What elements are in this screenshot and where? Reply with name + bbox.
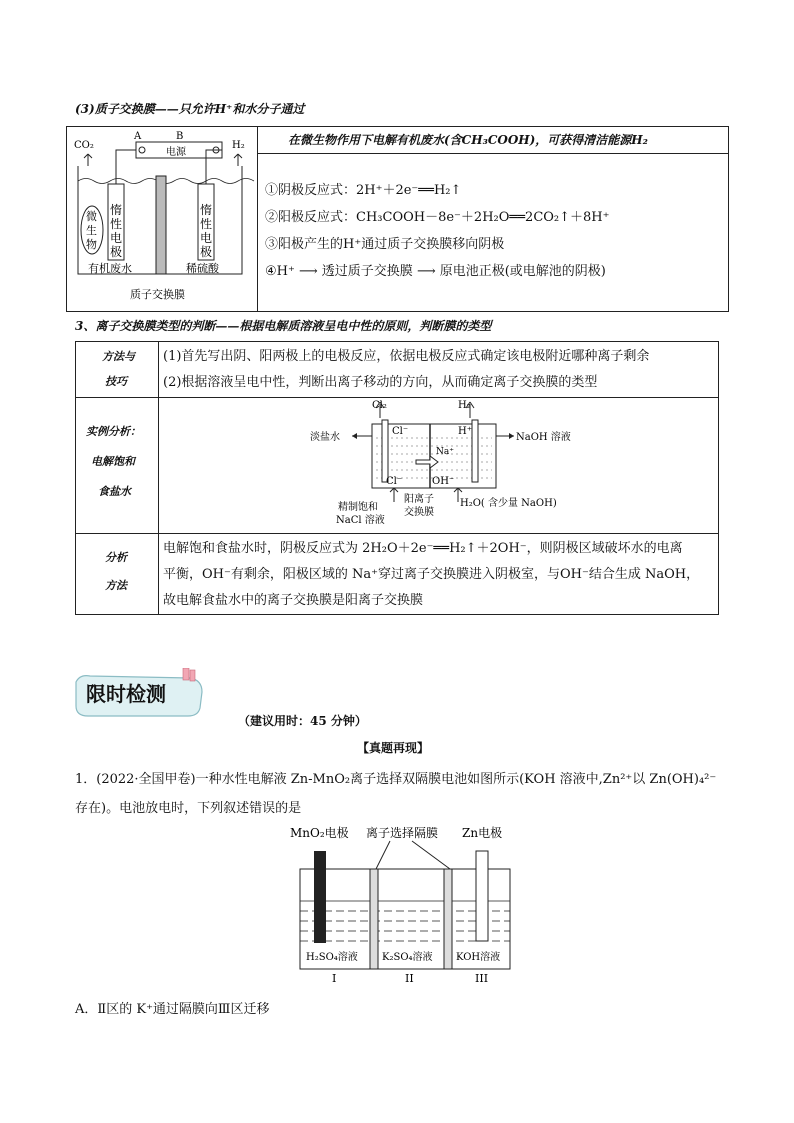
- label-h2: H₂: [458, 400, 471, 411]
- label-cation-2: 交换膜: [404, 507, 434, 518]
- label-hplus: H⁺: [458, 426, 472, 437]
- migration-arrow: [416, 456, 438, 468]
- label-sol3: KOH溶液: [456, 952, 501, 963]
- anode: [382, 420, 388, 482]
- region-2: II: [405, 972, 414, 985]
- arrow-icon: ⟶: [416, 264, 436, 279]
- line4-hplus: ④H⁺: [265, 264, 295, 279]
- label-b: B: [176, 131, 184, 142]
- region-3: III: [475, 972, 489, 985]
- analysis-line-3: 故电解食盐水中的离子交换膜是阳离子交换膜: [163, 593, 424, 608]
- analysis-label-1: 分析: [105, 551, 127, 564]
- example-label-1: 实例分析：: [86, 425, 141, 438]
- time-hint: （建议用时：45 分钟）: [238, 714, 367, 728]
- question-1-line-1: 1．(2022·全国甲卷)一种水性电解液 Zn-MnO₂离子选择双隔膜电池如图所示(KOH 溶液中,Zn²⁺以 Zn(OH)₄²⁻: [75, 772, 717, 787]
- method-line-2: (2)根据溶液呈电中性，判断出离子移动的方向，从而确定离子交换膜的类型: [163, 375, 598, 390]
- reaction-line-4: [265, 260, 606, 279]
- proton-cell-diagram: [66, 126, 257, 312]
- label-membrane: 离子选择隔膜: [366, 826, 439, 840]
- label-naoh-solution: NaOH 溶液: [516, 432, 571, 443]
- label-left-liquid: 有机废水: [88, 262, 132, 275]
- label-cl-bottom: Cl⁻: [386, 476, 403, 487]
- example-label-2: 电解饱和: [91, 455, 135, 468]
- method-label-2: 技巧: [105, 375, 127, 388]
- svg-text:极: 极: [110, 245, 123, 259]
- method-label-1: 方法与: [102, 350, 135, 363]
- label-refined-2: NaCl 溶液: [336, 515, 385, 526]
- clip-icon: [183, 668, 189, 680]
- example-label-3: 食盐水: [98, 485, 131, 498]
- label-dilute-brine: 淡盐水: [310, 432, 340, 443]
- label-sol2: K₂SO₄溶液: [382, 952, 433, 963]
- analysis-line-1: 电解饱和食盐水时，阴极反应式为 2H₂O＋2e⁻══H₂↑＋2OH⁻，则阴极区域破坏水的电离: [163, 541, 683, 556]
- label-h2: H₂: [232, 140, 245, 151]
- label-zn: Zn电极: [462, 826, 503, 840]
- label-mno2: MnO₂电极: [290, 826, 349, 840]
- reaction-line-3: ③阳极产生的H⁺通过质子交换膜移向阴极: [265, 237, 505, 252]
- test-badge: [70, 668, 210, 718]
- separator-2: [444, 869, 452, 969]
- svg-text:性: 性: [200, 217, 213, 231]
- question-1-line-2: 存在)。电池放电时，下列叙述错误的是: [75, 801, 302, 816]
- label-cl-top: Cl⁻: [392, 426, 409, 437]
- label-cation-1: 阳离子: [404, 494, 434, 505]
- svg-text:微: 微: [86, 210, 97, 223]
- svg-text:惰: 惰: [200, 203, 213, 217]
- label-refined-1: 精制饱和: [338, 502, 378, 513]
- label-sol1: H₂SO₄溶液: [306, 952, 358, 963]
- label-ohminus: OH⁻: [432, 476, 455, 487]
- option-a[interactable]: A．Ⅱ区的 K⁺通过隔膜向Ⅲ区迁移: [75, 1002, 270, 1017]
- label-membrane: 质子交换膜: [130, 288, 185, 301]
- analysis-line-2: 平衡，OH⁻有剩余，阳极区域的 Na⁺穿过离子交换膜进入阴极室，与OH⁻结合生成 NaOH，: [163, 567, 700, 582]
- table-divider: [257, 153, 729, 154]
- label-right-liquid: 稀硫酸: [186, 262, 219, 275]
- line4-target: 原电池正极(或电解池的阴极): [439, 264, 606, 279]
- table-title: 在微生物作用下电解有机废水(含CH₃COOH)，可获得清洁能源H₂: [288, 133, 648, 147]
- method-line-1: (1)首先写出阴、阳两极上的电极反应，依据电极反应式确定该电极附近哪种离子剩余: [163, 349, 650, 364]
- mno2-electrode: [314, 851, 326, 943]
- zn-electrode: [476, 851, 488, 941]
- svg-text:电: 电: [200, 231, 213, 245]
- chlor-alkali-diagram: [300, 398, 580, 532]
- section3-heading: (3)质子交换膜——只允许H⁺和水分子通过: [75, 102, 305, 116]
- label-a: A: [134, 131, 142, 142]
- battery-diagram: [290, 825, 520, 985]
- cathode: [472, 420, 478, 482]
- svg-text:惰: 惰: [110, 203, 123, 217]
- region-1: I: [332, 972, 337, 985]
- reaction-line-2: ②阳极反应式：CH₃COOH－8e⁻＋2H₂O══2CO₂↑＋8H⁺: [265, 210, 610, 225]
- judge-heading: 3、离子交换膜类型的判断——根据电解质溶液呈电中性的原则，判断膜的类型: [75, 319, 492, 333]
- reaction-line-1: ①阴极反应式：2H⁺＋2e⁻══H₂↑: [265, 183, 462, 198]
- label-cl2: Cl₂: [372, 400, 387, 411]
- svg-text:物: 物: [86, 238, 97, 251]
- badge-label: 限时检测: [86, 682, 166, 706]
- svg-text:性: 性: [110, 217, 123, 231]
- svg-text:极: 极: [200, 245, 213, 259]
- proton-membrane: [156, 176, 166, 274]
- label-naplus: Na⁺: [436, 447, 454, 457]
- svg-text:电: 电: [110, 231, 123, 245]
- label-water: H₂O( 含少量 NaOH): [460, 498, 557, 509]
- power-label: 电源: [166, 147, 186, 158]
- label-co2: CO₂: [74, 140, 94, 151]
- svg-text:生: 生: [86, 224, 97, 237]
- analysis-label-2: 方法: [105, 579, 127, 592]
- clip-icon: [190, 670, 195, 681]
- separator-1: [370, 869, 378, 969]
- line4-through: 透过质子交换膜: [321, 264, 413, 279]
- arrow-icon: ⟶: [299, 264, 318, 279]
- subheading: 【真题再现】: [357, 741, 430, 755]
